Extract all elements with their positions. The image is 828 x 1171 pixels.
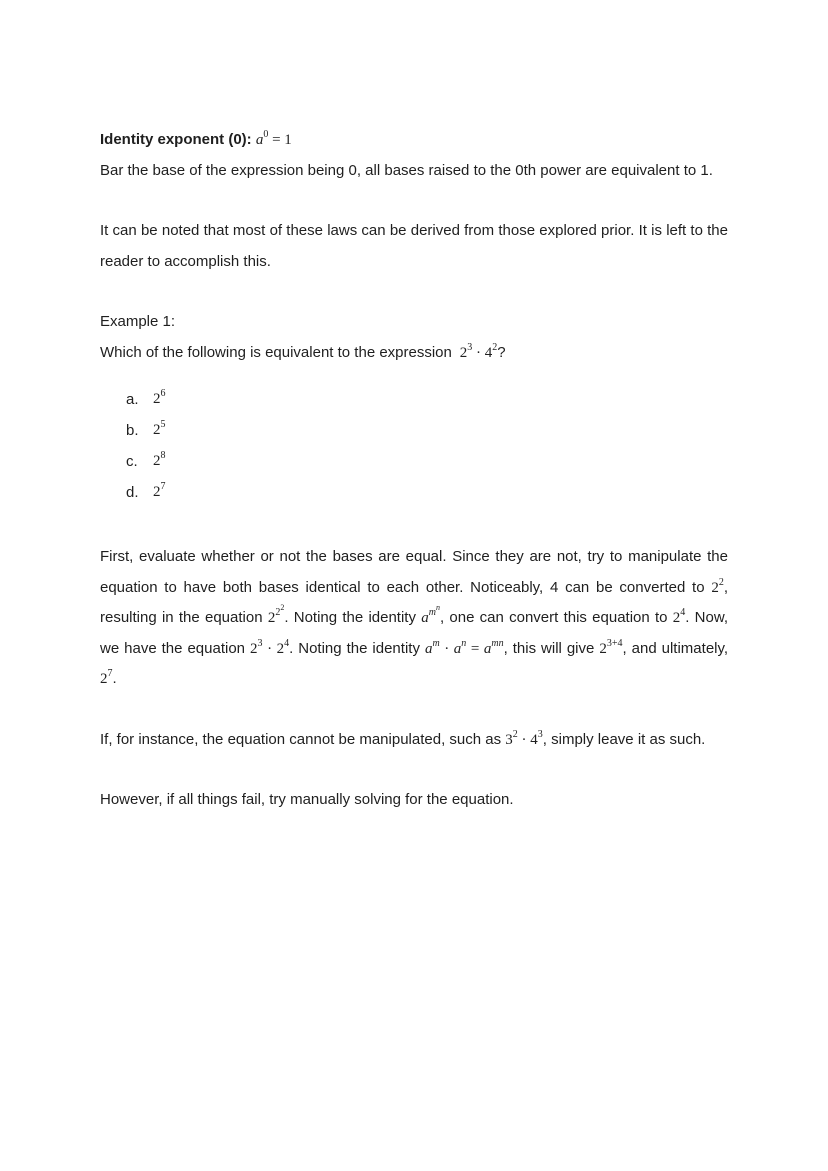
answer-option[interactable]: d. $2^7$	[126, 477, 728, 508]
document-content	[100, 125, 728, 816]
heading-label: Identity exponent (0):	[100, 131, 252, 148]
identity-paragraph: Bar the base of the expression being 0, all bases raised to the 0th power are equivalent to 1.	[100, 161, 713, 179]
example-title: Example 1:	[100, 313, 176, 330]
option-expression: $2^5$	[153, 419, 166, 438]
example-question: Which of the following is equivalent to the expression $2^3 \cdot 4^2$?	[100, 341, 506, 361]
option-expression: $2^8$	[153, 450, 166, 469]
question-expression: $2^3 \cdot 4^2$	[456, 341, 498, 361]
answer-options	[126, 384, 728, 508]
solution-paragraph: First, evaluate whether or not the bases are equal. Since they are not, try to manipulate the equation to have both bases identical to each other. Noticeably, 4 can be converted to $2^2$, resulting in the equation $2^{2^2}$. Noting the identity $a^{m^n}$, one can convert this equation to $2^4$. Now, we have the equation $2^3 \cdot 2^4$. Noting the identity $a^m \cdot a^n = a^{mn}$, this will give $2^{3+4}$, and ultimately, $2^7$.	[100, 548, 729, 687]
answer-option[interactable]: c. $2^8$	[126, 446, 728, 477]
answer-option[interactable]: a. $2^6$	[126, 384, 728, 415]
option-expression: $2^7$	[153, 481, 166, 500]
option-expression: $2^6$	[153, 388, 166, 407]
derivation-note-paragraph: It can be noted that most of these laws can be derived from those explored prior. It is left to the reader to accomplish this.	[100, 222, 728, 270]
answer-option[interactable]: b. $2^5$	[126, 415, 728, 446]
final-paragraph: However, if all things fail, try manually solving for the equation.	[100, 791, 514, 808]
section-heading	[100, 125, 728, 156]
manipulation-paragraph: If, for instance, the equation cannot be manipulated, such as $3^2 \cdot 4^3$, simply leave it as such.	[100, 728, 706, 748]
heading-formula: $a^0 = 1$	[255, 129, 292, 148]
